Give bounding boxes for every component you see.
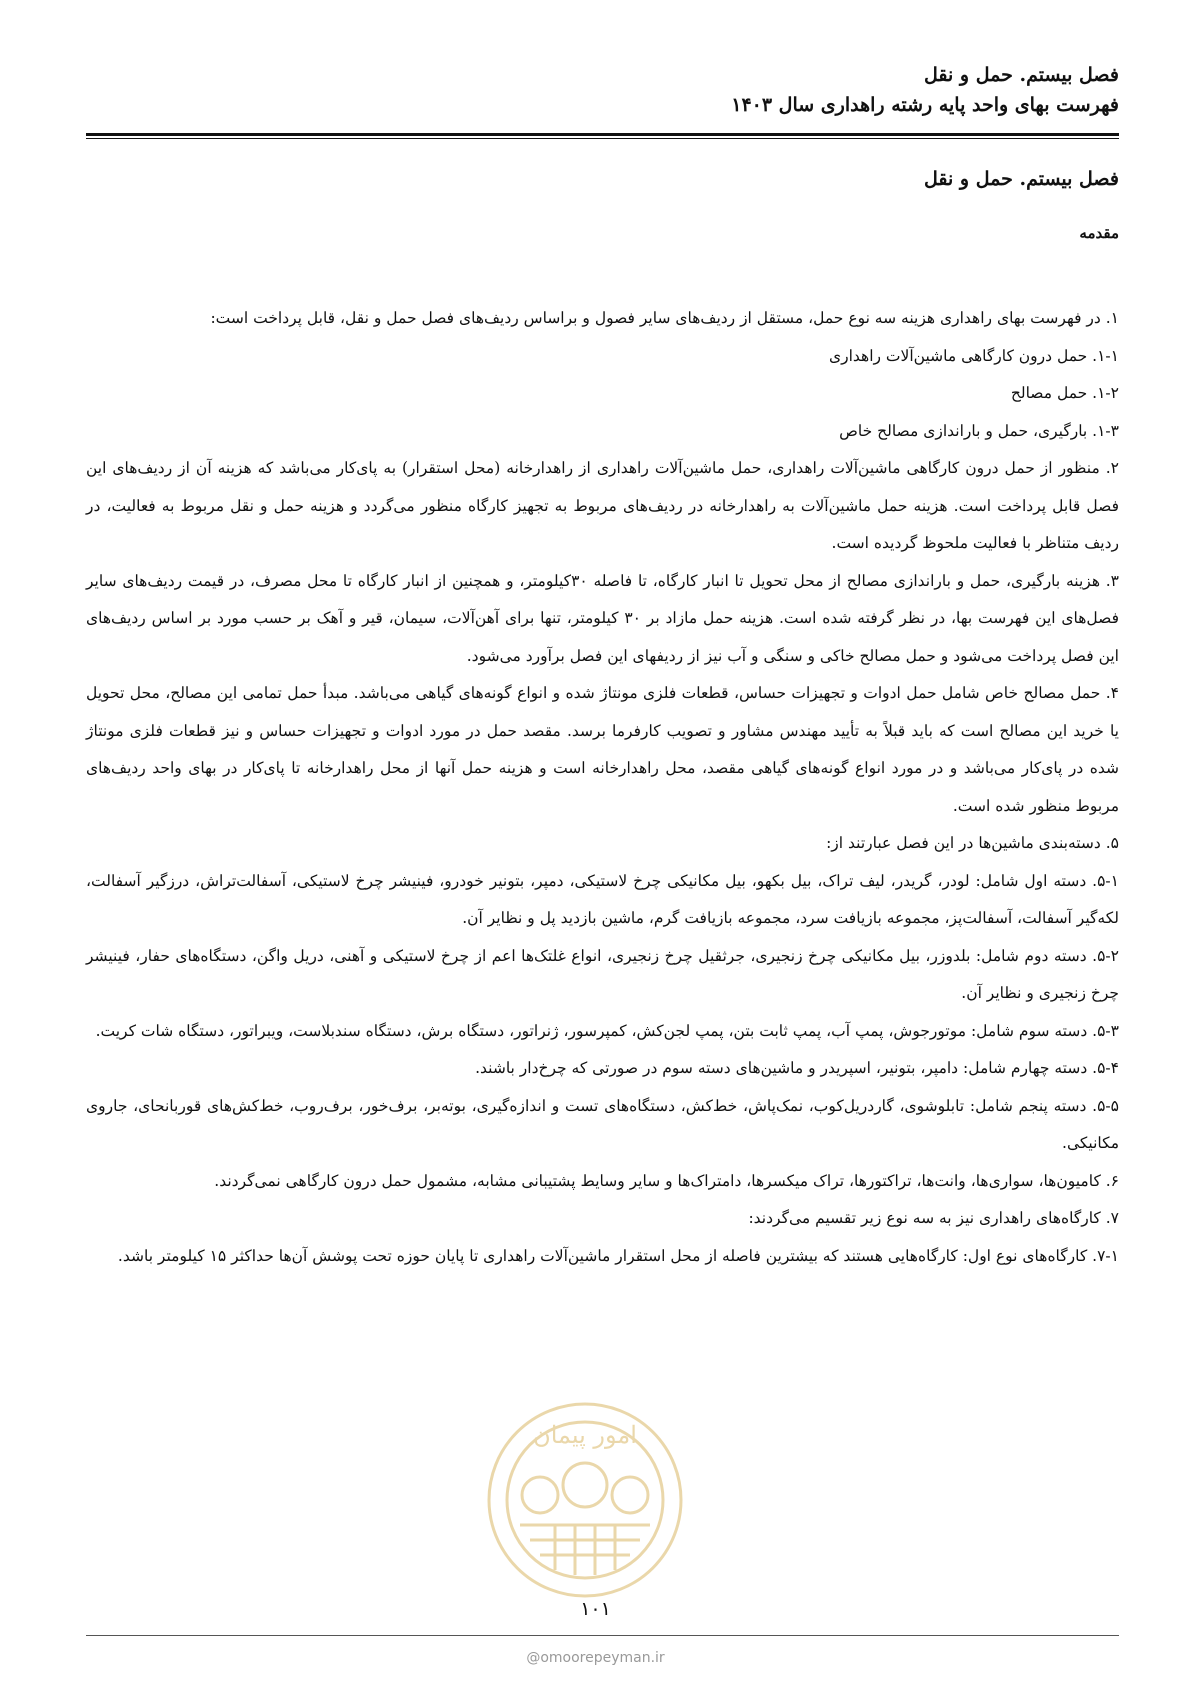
paragraph: ۵. دسته‌بندی ماشین‌ها در این فصل عبارتند از: bbox=[826, 834, 1119, 852]
running-header bbox=[79, 60, 1119, 120]
paragraph: ۵-۴. دسته چهارم شامل: دامپر، بتونیر، اسپریدر و ماشین‌های دسته سوم در صورتی که چرخ‌دار باشند. bbox=[475, 1059, 1119, 1077]
paragraph: ۵-۵. دسته پنجم شامل: تابلوشوی، گاردریل‌کوب، نمک‌پاش، خط‌کش، دستگاه‌های تست و اندازه‌گیری، بوته‌بر، برف‌خور، برف‌روب، خط‌کش‌های قوربانحای، جاروی مکانیکی. bbox=[86, 1096, 1119, 1152]
paragraph: ۵-۱. دسته اول شامل: لودر، گریدر، لیف تراک، بیل بکهو، بیل مکانیکی چرخ لاستیکی، دمپر، بتونیر خودرو، فینیشر چرخ لاستیکی، آسفالت‌تراش، درزگیر آسفالت، لکه‌گیر آسفالت، آسفالت‌پز، مجموعه بازیافت سرد، مجموعه بازیافت گرم، ماشین بازدید پل و نظایر آن. bbox=[86, 871, 1119, 927]
body-text bbox=[86, 300, 1119, 1275]
header-chapter-title: فصل بیستم. حمل و نقل bbox=[924, 64, 1119, 86]
paragraph: ۱-۲. حمل مصالح bbox=[1010, 384, 1119, 402]
paragraph: ۳. هزینه بارگیری، حمل و باراندازی مصالح از محل تحویل تا انبار کارگاه، تا فاصله ۳۰کیلومتر، و همچنین از انبار کارگاه تا محل مصرف، در قیمت ردیف‌های سایر فصل‌های این فهرست بها، در نظر گرفته شده است. هزینه حمل مازاد بر ۳۰ کیلومتر، تنها برای آهن‌آلات، سیمان، قیر و آهک بر حسب مورد بر اساس ردیف‌های این فصل پرداخت می‌شود و حمل مصالح خاکی و سنگی و آب نیز از ردیفهای این فصل برآورد می‌شود. bbox=[86, 571, 1120, 665]
paragraph: ۴. حمل مصالح خاص شامل حمل ادوات و تجهیزات حساس، قطعات فلزی مونتاژ شده و انواع گونه‌های گیاهی می‌باشد. مبدأ حمل تمامی این مصالح، محل تحویل یا خرید این مصالح است که باید قبلاً به تأیید مهندس مشاور و تصویب کارفرما برسد. مقصد حمل در مورد ادوات و تجهیزات حساس و نیز قطعات فلزی مونتاژ شده در پای‌کار می‌باشد و در مورد انواع گونه‌های گیاهی مقصد، محل راهدارخانه است و هزینه حمل آنها از محل راهدارخانه تا پای‌کار در بهای واحد ردیف‌های مربوط منظور شده است. bbox=[86, 684, 1119, 815]
paragraph: ۶. کامیون‌ها، سواری‌ها، وانت‌ها، تراکتورها، تراک میکسرها، دامتراک‌ها و سایر وسایط پشتیبانی مشابه، مشمول حمل درون کارگاهی نمی‌گردند. bbox=[214, 1171, 1119, 1190]
header-price-list-title: فهرست بهای واحد پایه رشته راهداری سال ۱۴۰۳ bbox=[731, 94, 1119, 116]
footer-rule bbox=[86, 1635, 1119, 1636]
paragraph: ۱-۳. بارگیری، حمل و باراندازی مصالح خاص bbox=[839, 421, 1119, 440]
chapter-title: فصل بیستم. حمل و نقل bbox=[924, 168, 1119, 190]
footer-credit: @omoorepeyman.ir bbox=[526, 1650, 665, 1666]
seal-text: امور پیمان bbox=[533, 1421, 637, 1449]
header-rule-thin bbox=[86, 138, 1119, 139]
paragraph: ۵-۳. دسته سوم شامل: موتورجوش، پمپ آب، پمپ ثابت بتن، پمپ لجن‌کش، کمپرسور، ژنراتور، دستگاه برش، دستگاه سندبلاست، ویبراتور، دستگاه شات کریت. bbox=[95, 1021, 1119, 1040]
paragraph: ۵-۲. دسته دوم شامل: بلدوزر، بیل مکانیکی چرخ زنجیری، جرثقیل چرخ زنجیری، انواع غلتک‌ها اعم از چرخ لاستیکی و آهنی، دریل واگن، دستگاه‌های حفار، فینیشر چرخ زنجیری و نظایر آن. bbox=[86, 946, 1119, 1002]
paragraph: ۷. کارگاه‌های راهداری نیز به سه نوع زیر تقسیم می‌گردند: bbox=[748, 1209, 1119, 1227]
paragraph: ۷-۱. کارگاه‌های نوع اول: کارگاه‌هایی هستند که بیشترین فاصله از محل استقرار ماشین‌آلات راهداری تا پایان حوزه تحت پوشش آن‌ها حداکثر ۱۵ کیلومتر باشد. bbox=[117, 1246, 1119, 1265]
page-number: ۱۰۱ bbox=[580, 1598, 611, 1620]
section-heading: مقدمه bbox=[1079, 224, 1119, 242]
header-rule-thick bbox=[86, 133, 1119, 136]
watermark-seal-icon bbox=[480, 1395, 690, 1605]
paragraph: ۱-۱. حمل درون کارگاهی ماشین‌آلات راهداری bbox=[828, 346, 1119, 365]
paragraph: ۱. در فهرست بهای راهداری هزینه سه نوع حمل، مستقل از ردیف‌های سایر فصول و براساس ردیف‌های فصل حمل و نقل، قابل پرداخت است: bbox=[210, 309, 1119, 327]
paragraph: ۲. منظور از حمل درون کارگاهی ماشین‌آلات راهداری، حمل ماشین‌آلات راهداری از راهدارخانه (محل استقرار) به پای‌کار می‌باشد که هزینه آن از ردیف‌های این فصل قابل پرداخت است. هزینه حمل ماشین‌آلات به راهدارخانه در ردیف‌های مربوط به تجهیز کارگاه منظور می‌گردد و هزینه حمل و نقل مربوط به فعالیت، در ردیف متناظر با فعالیت ملحوظ گردیده است. bbox=[86, 459, 1119, 552]
